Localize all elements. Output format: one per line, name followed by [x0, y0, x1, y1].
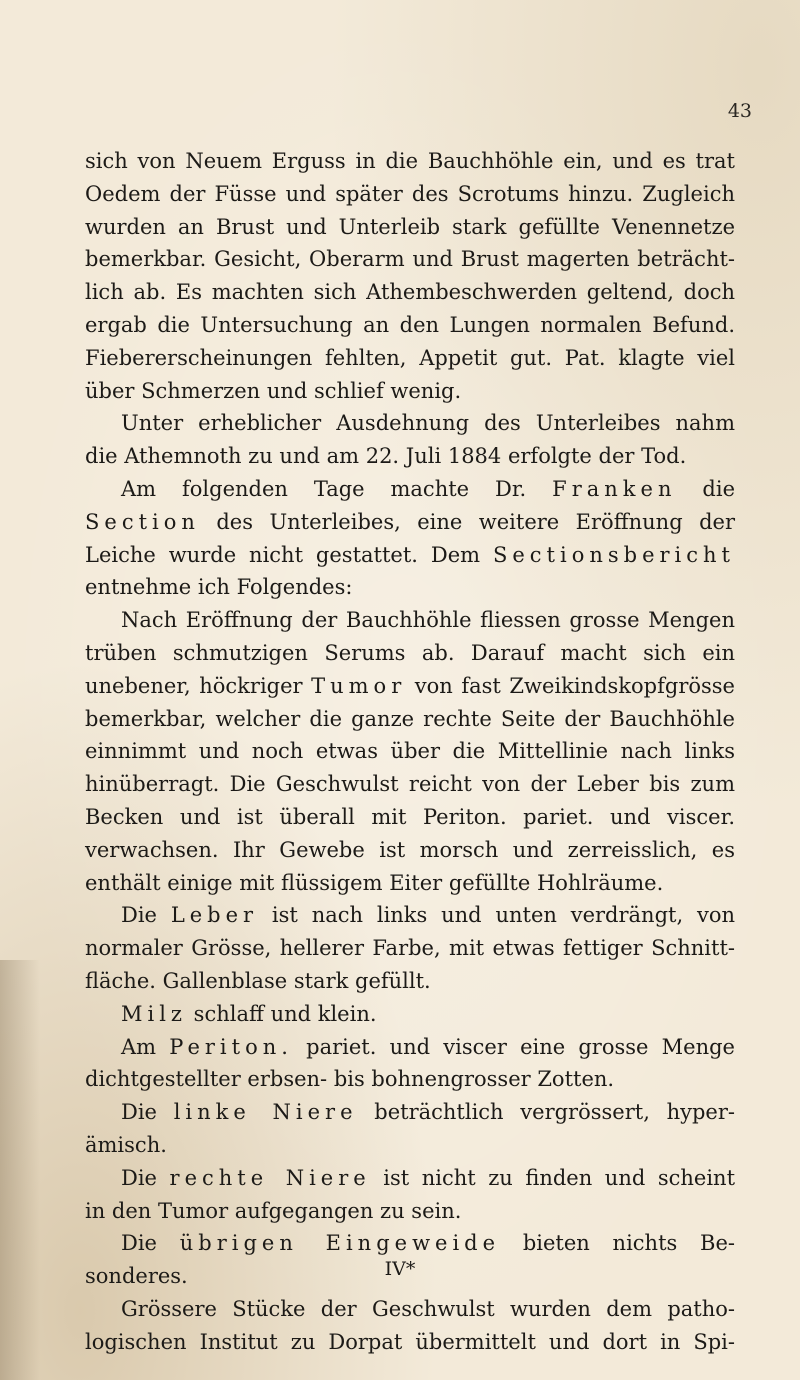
- text-line: [85, 539, 735, 572]
- text-line: Fiebererscheinungen fehlten, Appetit gut. Pat. klagte viel: [85, 345, 735, 370]
- text-line: sich von Neuem Erguss in die Bauchhöhle ein, und es trat: [85, 149, 735, 173]
- text-line: sonderes.: [85, 1264, 188, 1289]
- text-line: ämisch.: [85, 1132, 167, 1157]
- text-line: normaler Grösse, hellerer Farbe, mit etwas fettiger Schnitt-: [85, 936, 735, 961]
- page-number: 43: [727, 100, 752, 122]
- text-run: Die: [121, 903, 171, 928]
- text-line: bemerkbar, welcher die ganze rechte Seite der Bauchhöhle: [85, 706, 735, 731]
- text-line: bemerkbar. Gesicht, Oberarm und Brust magerten beträcht-: [85, 247, 735, 272]
- text-line: trüben schmutzigen Serums ab. Darauf macht sich ein: [85, 640, 735, 665]
- text-line: lich ab. Es machten sich Athembeschwerden geltend, doch: [85, 280, 735, 305]
- text-line: Grössere Stücke der Geschwulst wurden dem patho-: [121, 1296, 735, 1321]
- signature-mark: IV*: [384, 1258, 416, 1280]
- text-line: ergab die Untersuchung an den Lungen normalen Befund.: [85, 312, 735, 337]
- text-run: Die: [121, 1100, 174, 1125]
- text-line: die Athemnoth zu und am 22. Juli 1884 erfolgte der Tod.: [85, 444, 687, 469]
- text-run: ist nicht zu finden und scheint: [370, 1165, 736, 1190]
- spaced-term: Section: [85, 509, 200, 534]
- text-run: die: [676, 476, 735, 501]
- page-edge-stain: [0, 960, 40, 1380]
- text-line: [85, 1227, 735, 1260]
- text-line: [85, 670, 735, 703]
- text-line: [85, 1031, 735, 1064]
- text-line: fläche. Gallenblase stark gefüllt.: [85, 968, 431, 993]
- text-line: enthält einige mit flüssigem Eiter gefüllte Hohlräume.: [85, 870, 664, 895]
- text-line: [85, 1162, 735, 1195]
- text-line: [85, 506, 735, 539]
- text-line: verwachsen. Ihr Gewebe ist morsch und zerreisslich, es: [85, 837, 735, 862]
- text-run: Leiche wurde nicht gestattet. Dem: [85, 542, 493, 567]
- spaced-term: Leber: [170, 903, 259, 928]
- text-run: unebener, höckriger: [85, 673, 312, 698]
- text-line: [85, 1096, 735, 1129]
- text-line: Becken und ist überall mit Periton. pariet. und viscer.: [85, 804, 735, 829]
- text-line: [85, 998, 735, 1031]
- text-line: logischen Institut zu Dorpat übermittelt und dort in Spi-: [85, 1329, 735, 1354]
- spaced-term: übrigen Eingeweide: [179, 1231, 501, 1256]
- text-run: schlaff und klein.: [187, 1001, 377, 1026]
- text-run: Die: [121, 1231, 180, 1256]
- text-line: über Schmerzen und schlief wenig.: [85, 378, 462, 403]
- text-run: des Unterleibes, eine weitere Eröffnung der: [199, 509, 735, 534]
- text-run: Am: [121, 1034, 170, 1059]
- text-line: [85, 473, 735, 506]
- text-line: [85, 899, 735, 932]
- text-line: hinüberragt. Die Geschwulst reicht von der Leber bis zum: [85, 772, 735, 797]
- text-run: Am folgenden Tage machte Dr.: [121, 476, 553, 501]
- spaced-term: linke Niere: [173, 1100, 358, 1125]
- spaced-term: Periton.: [169, 1034, 293, 1059]
- text-run: ist nach links und unten verdrängt, von: [258, 903, 735, 928]
- text-line: in den Tumor aufgegangen zu sein.: [85, 1198, 462, 1223]
- text-line: Oedem der Füsse und später des Scrotums hinzu. Zugleich: [85, 181, 735, 206]
- spaced-term: Sectionsbericht: [492, 542, 735, 567]
- spaced-term: rechte Niere: [169, 1165, 371, 1190]
- text-run: beträchtlich vergrössert, hyper-: [357, 1100, 735, 1125]
- text-run: Die: [121, 1165, 170, 1190]
- text-run: von fast Zweikindskopfgrösse: [406, 673, 735, 698]
- body-text: [85, 145, 735, 1358]
- text-line: dichtgestellter erbsen- bis bohnengrosser Zotten.: [85, 1067, 615, 1092]
- spaced-term: Franken: [552, 476, 677, 501]
- text-run: pariet. und viscer eine grosse Menge: [292, 1034, 735, 1059]
- text-run: bieten nichts Be-: [500, 1231, 736, 1256]
- text-line: wurden an Brust und Unterleib stark gefüllte Venennetze: [85, 214, 735, 239]
- spaced-term: Milz: [121, 1001, 187, 1026]
- text-line: entnehme ich Folgendes:: [85, 575, 353, 600]
- text-line: Nach Eröffnung der Bauchhöhle fliessen grosse Mengen: [121, 608, 735, 633]
- spaced-term: Tumor: [311, 673, 407, 698]
- text-line: Unter erheblicher Ausdehnung des Unterleibes nahm: [121, 411, 735, 436]
- text-line: einnimmt und noch etwas über die Mittellinie nach links: [85, 739, 735, 764]
